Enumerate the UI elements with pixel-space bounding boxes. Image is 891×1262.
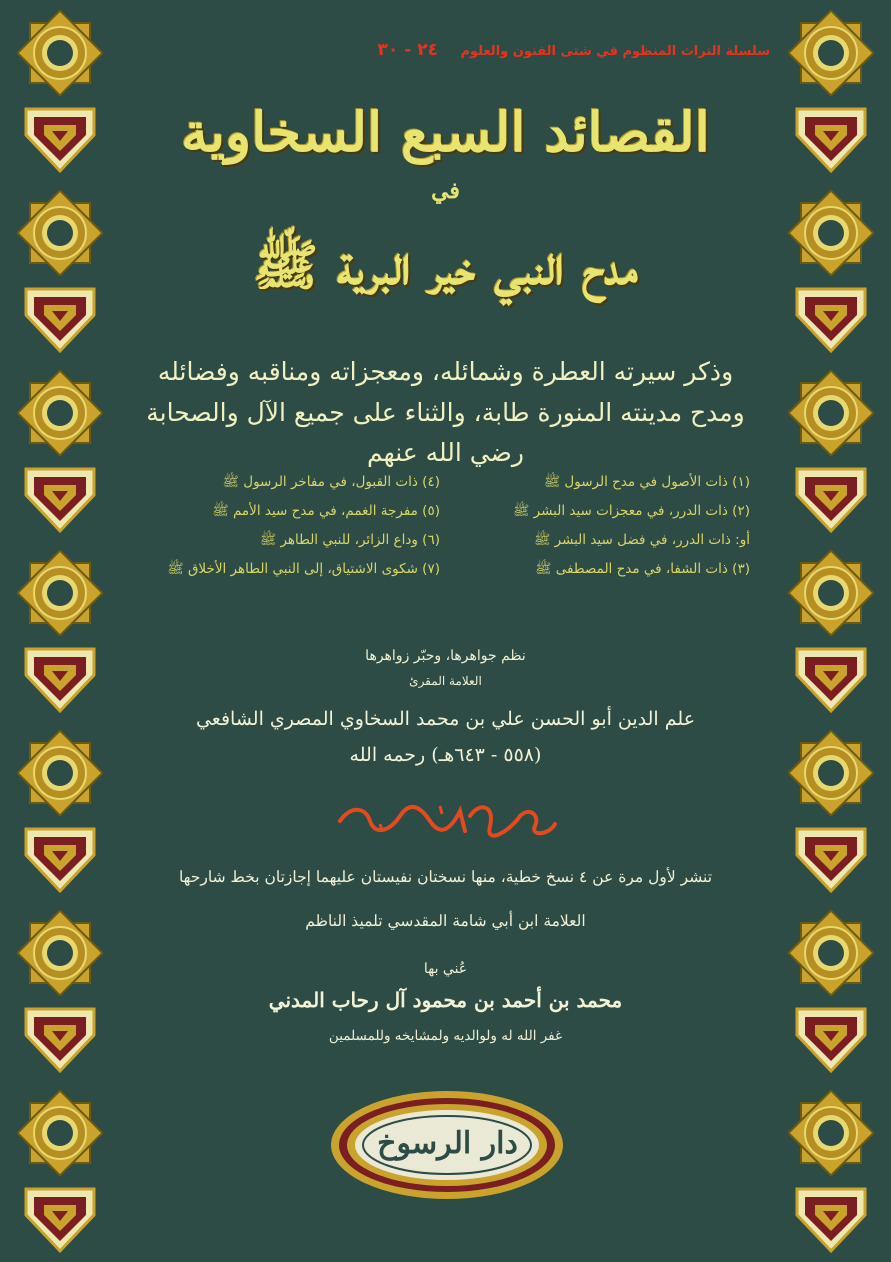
- heart-ornament-icon: [793, 1005, 869, 1075]
- star-ornament-icon: [788, 10, 874, 96]
- poem-item: (٢) ذات الدرر، في معجزات سيد البشر ﷺ: [513, 503, 750, 519]
- title-connector: في: [431, 178, 460, 204]
- author-name: علم الدين أبو الحسن علي بن محمد السخاوي المصري الشافعي: [195, 708, 696, 730]
- star-ornament-icon: [788, 730, 874, 816]
- heart-ornament-icon: [22, 825, 98, 895]
- series-number: ٢٤ - ٣٠: [377, 40, 438, 60]
- publication-note-2: العلامة ابن أبي شامة المقدسي تلميذ الناظم: [305, 912, 586, 930]
- poem-item: (٣) ذات الشفا، في مدح المصطفى ﷺ: [535, 561, 750, 577]
- star-ornament-icon: [17, 730, 103, 816]
- poems-column-left: [140, 468, 440, 584]
- star-ornament-icon: [788, 190, 874, 276]
- left-ornament-border: [5, 0, 115, 1262]
- poem-item: أو: ذات الدرر، في فضل سيد البشر ﷺ: [534, 532, 750, 548]
- description-line-1: وذكر سيرته العطرة وشمائله، ومعجزاته ومناقبه وفضائله: [157, 357, 734, 386]
- description-line-2: ومدح مدينته المنورة طابة، والثناء على جميع الآل والصحابة رضي الله عنهم: [146, 398, 745, 467]
- star-ornament-icon: [17, 370, 103, 456]
- heart-ornament-icon: [22, 285, 98, 355]
- poem-item: (٦) وداع الزائر، للنبي الطاهر ﷺ: [259, 532, 440, 548]
- heart-ornament-icon: [22, 105, 98, 175]
- editor-name: محمد بن أحمد بن محمود آل رحاب المدني: [268, 988, 623, 1012]
- star-ornament-icon: [788, 550, 874, 636]
- poem-item: (١) ذات الأصول في مدح الرسول ﷺ: [543, 474, 750, 490]
- heart-ornament-icon: [793, 465, 869, 535]
- publisher-name: دار الرسوخ: [377, 1126, 518, 1161]
- editor-prayer: غفر الله له ولوالديه ولمشايخه وللمسلمين: [328, 1028, 563, 1044]
- publication-note-1: تنشر لأول مرة عن ٤ نسخ خطية، منها نسختان نفيستان عليهما إجازتان بخط شارحها: [178, 868, 713, 886]
- heart-ornament-icon: [793, 105, 869, 175]
- heart-ornament-icon: [22, 465, 98, 535]
- star-ornament-icon: [17, 910, 103, 996]
- series-title: سلسلة التراث المنظوم في شتى الفنون والعلوم: [460, 44, 770, 59]
- book-subtitle: مدح النبي خير البرية ﷺ: [253, 233, 638, 297]
- poem-item: (٥) مفرجة الغمم، في مدح سيد الأمم ﷺ: [212, 503, 440, 519]
- author-intro: نظم جواهرها، وحبّر زواهرها: [365, 648, 526, 664]
- signature-image: [320, 786, 570, 846]
- star-ornament-icon: [788, 1090, 874, 1176]
- heart-ornament-icon: [793, 645, 869, 715]
- star-ornament-icon: [17, 190, 103, 276]
- heart-ornament-icon: [793, 1185, 869, 1255]
- star-ornament-icon: [17, 550, 103, 636]
- book-title: القصائد السبع السخاوية: [181, 100, 710, 164]
- heart-ornament-icon: [22, 1005, 98, 1075]
- poem-item: (٤) ذات القبول، في مفاخر الرسول ﷺ: [222, 474, 440, 490]
- poem-item: (٧) شكوى الاشتياق، إلى النبي الطاهر الأخلاق ﷺ: [167, 561, 440, 577]
- series-header: [377, 40, 770, 70]
- star-ornament-icon: [788, 910, 874, 996]
- poems-list: [140, 468, 750, 598]
- star-ornament-icon: [17, 10, 103, 96]
- star-ornament-icon: [17, 1090, 103, 1176]
- heart-ornament-icon: [22, 645, 98, 715]
- heart-ornament-icon: [793, 825, 869, 895]
- heart-ornament-icon: [793, 285, 869, 355]
- editor-intro: عُني بها: [423, 961, 468, 977]
- poems-column-right: [450, 468, 750, 584]
- heart-ornament-icon: [22, 1185, 98, 1255]
- star-ornament-icon: [788, 370, 874, 456]
- author-epithet: العلامة المقرئ: [409, 674, 482, 688]
- right-ornament-border: [776, 0, 886, 1262]
- author-dates: (٥٥٨ - ٦٤٣هـ) رحمه الله: [349, 744, 542, 766]
